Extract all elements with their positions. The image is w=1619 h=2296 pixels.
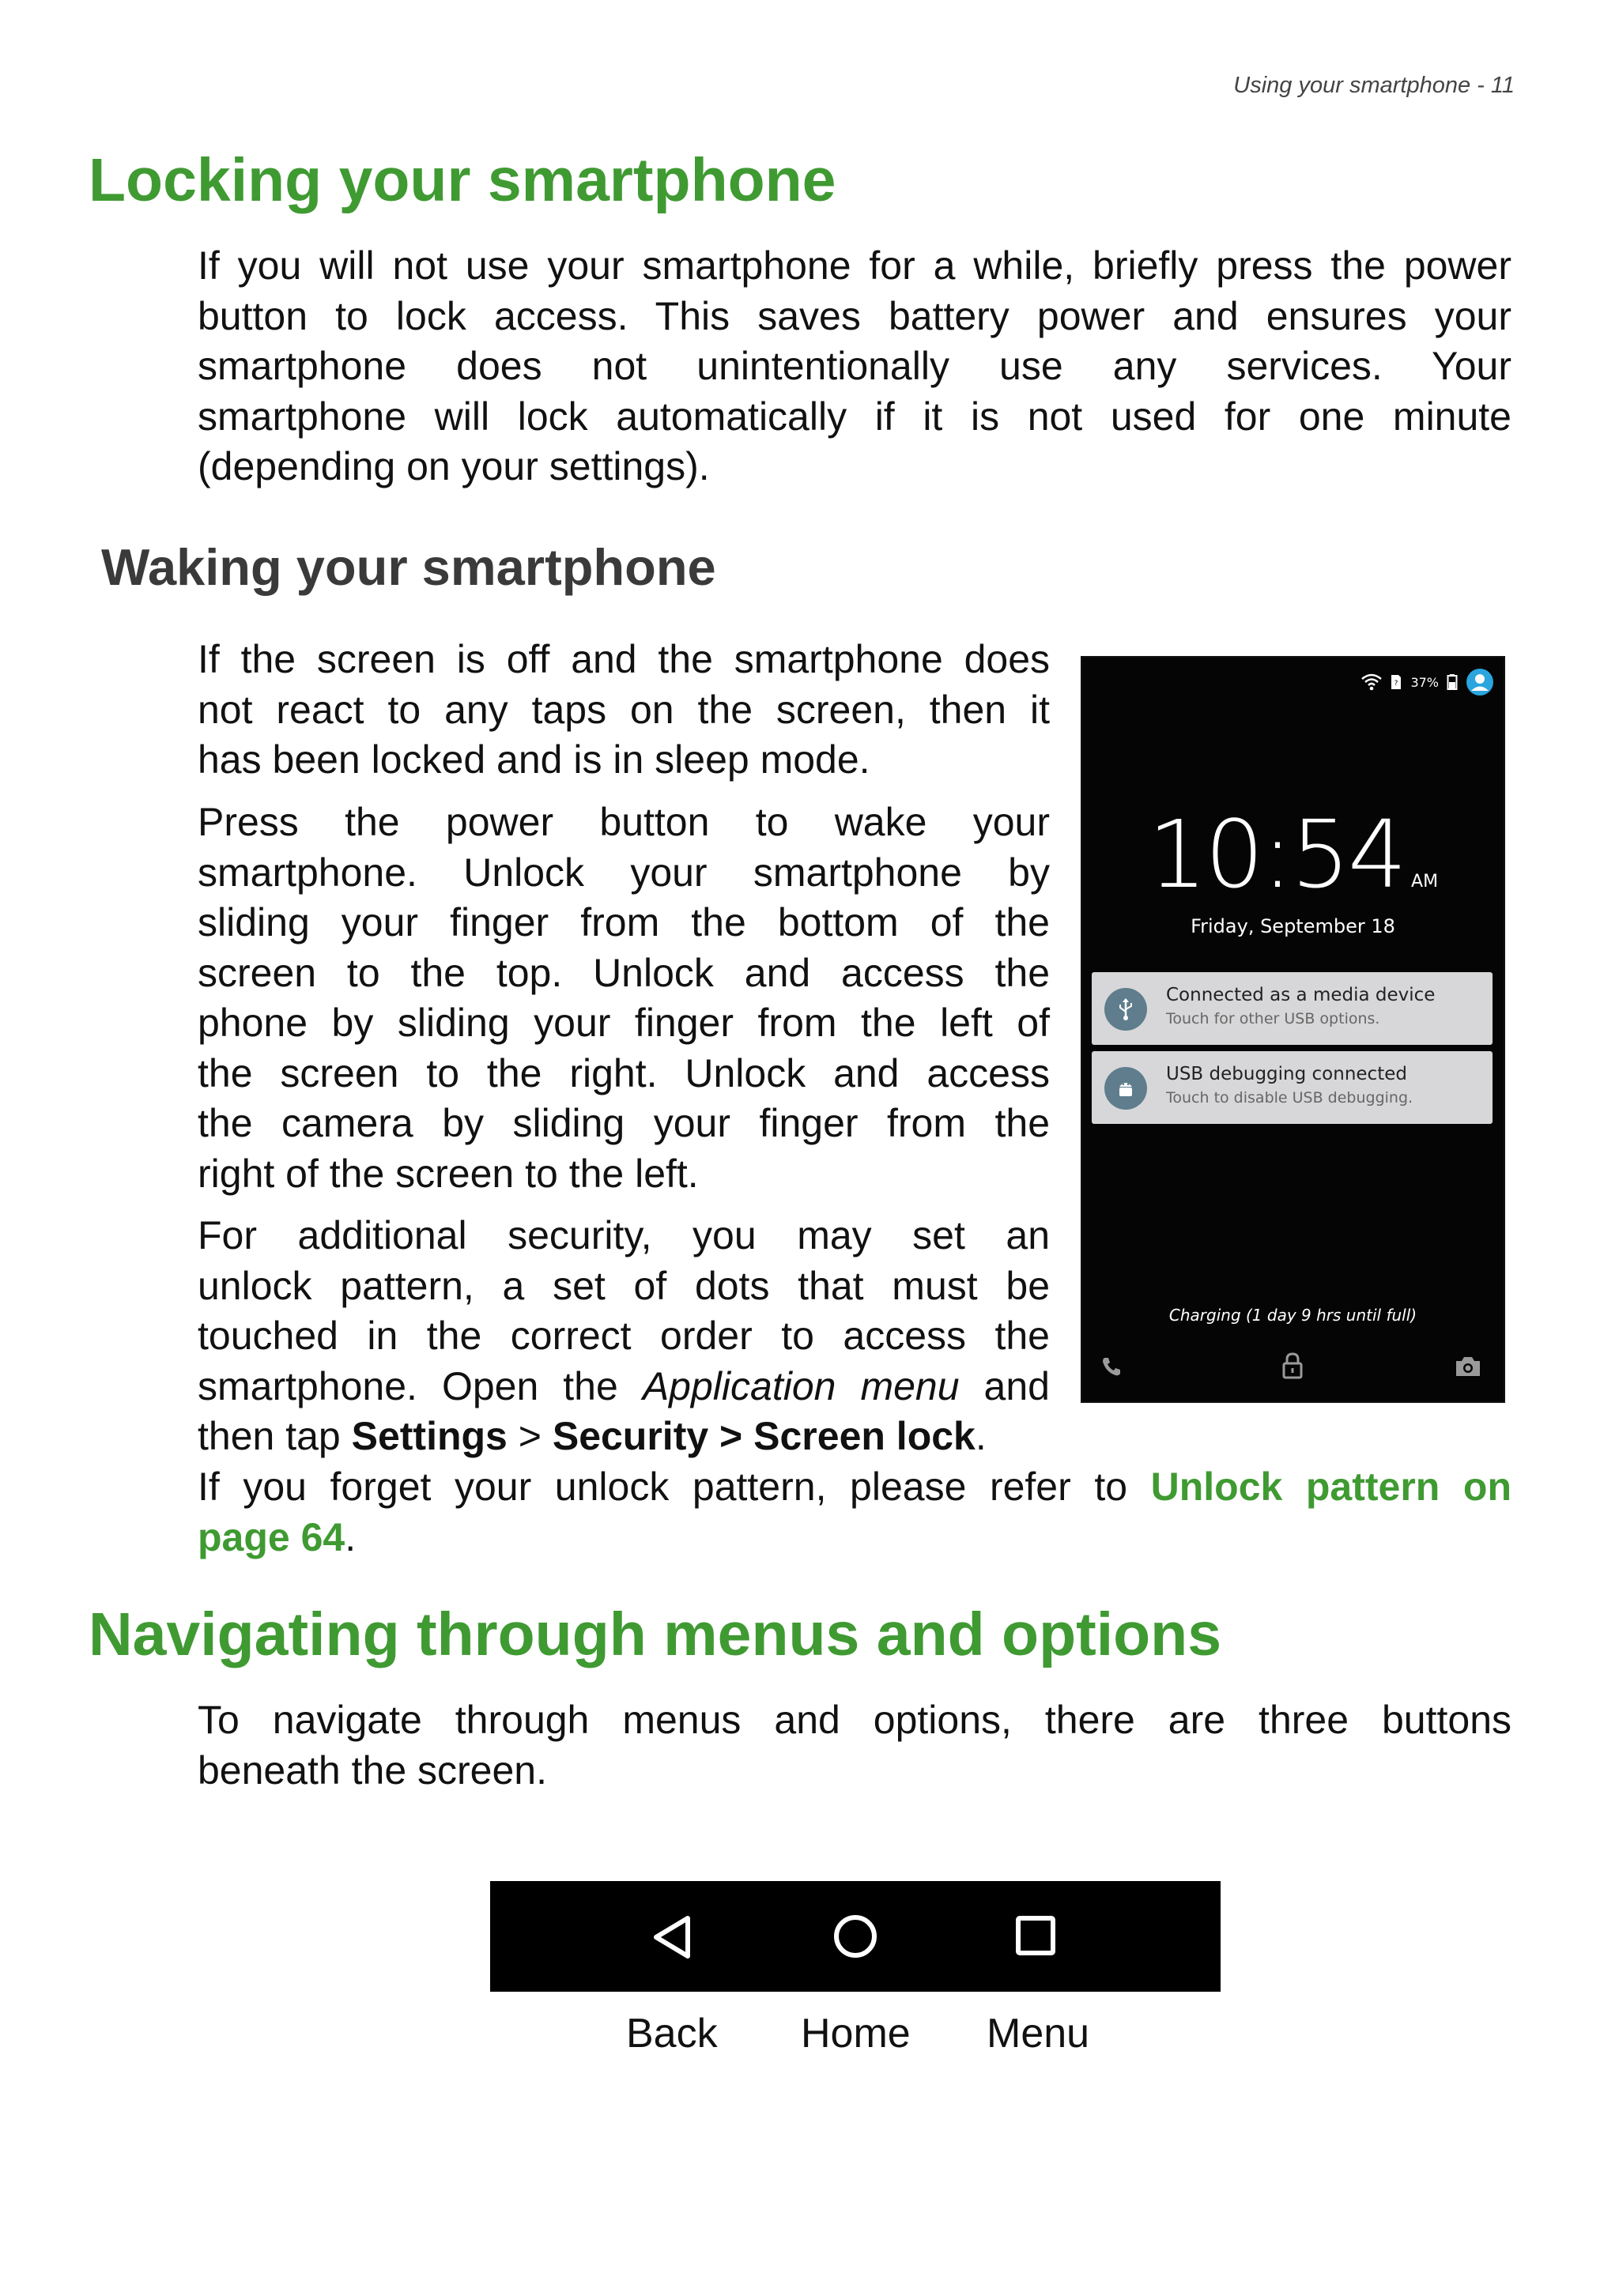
application-menu-term: Application menu xyxy=(642,1363,960,1408)
home-label: Home xyxy=(801,2011,911,2057)
lock-icon[interactable] xyxy=(1280,1352,1305,1380)
text-line: beneath the screen. xyxy=(198,1747,547,1793)
usb-icon xyxy=(1104,988,1147,1031)
section-title-navigating: Navigating through menus and options xyxy=(89,1600,1222,1668)
text-run: then tap xyxy=(198,1414,352,1458)
text-run: and xyxy=(959,1363,1050,1408)
settings-term: Settings xyxy=(351,1414,508,1458)
user-avatar-icon[interactable] xyxy=(1466,668,1494,696)
text-line: phone by sliding your finger from the left of xyxy=(198,1001,1050,1045)
text-line xyxy=(198,1513,1511,1563)
text-line: (depending on your settings). xyxy=(198,444,710,488)
notification-text: Touch to disable USB debugging. xyxy=(1166,1089,1413,1107)
section-title-locking: Locking your smartphone xyxy=(89,146,836,214)
notification-title: USB debugging connected xyxy=(1166,1064,1407,1084)
notification-usb-debugging[interactable] xyxy=(1092,1051,1493,1124)
text-line xyxy=(198,1462,1511,1513)
text-line: the camera by sliding your finger from the xyxy=(198,1101,1050,1145)
android-icon xyxy=(1104,1067,1147,1110)
charging-status: Charging (1 day 9 hrs until full) xyxy=(1168,1306,1417,1325)
text-run: . xyxy=(345,1514,357,1559)
text-run: . xyxy=(975,1414,987,1458)
text-line: smartphone does not unintentionally use any services. Your xyxy=(198,344,1511,388)
notification-media-device[interactable] xyxy=(1092,972,1493,1045)
security-screen-lock-term: Security > Screen lock xyxy=(552,1414,976,1458)
text-run: If you forget your unlock pattern, please refer to xyxy=(198,1465,1151,1509)
text-line xyxy=(198,1412,1050,1462)
notification-text: Touch for other USB options. xyxy=(1166,1010,1380,1027)
unlock-pattern-link-page[interactable]: page 64 xyxy=(198,1514,345,1559)
locking-paragraph xyxy=(198,241,1511,492)
clock-ampm: AM xyxy=(1411,872,1439,892)
home-icon[interactable] xyxy=(832,1913,879,1960)
navigating-paragraph xyxy=(198,1695,1511,1796)
text-line: button to lock access. This saves battery power and ensures your xyxy=(198,293,1511,338)
text-line: the screen to the right. Unlock and access xyxy=(198,1050,1050,1095)
notification-title: Connected as a media device xyxy=(1166,985,1436,1005)
text-run: smartphone. Open the xyxy=(198,1363,643,1408)
menu-label: Menu xyxy=(987,2011,1090,2057)
text-line: smartphone will lock automatically if it is not used for one minute xyxy=(198,394,1511,439)
lock-clock xyxy=(1082,800,1504,909)
back-label: Back xyxy=(626,2011,718,2057)
waking-paragraph-1 xyxy=(198,635,1050,786)
text-line: smartphone. Unlock your smartphone by xyxy=(198,850,1050,895)
back-icon[interactable] xyxy=(651,1914,693,1960)
svg-text:?: ? xyxy=(1394,680,1398,688)
lock-shortcuts xyxy=(1082,1350,1504,1382)
wifi-icon xyxy=(1361,673,1382,691)
waking-paragraph-2 xyxy=(198,797,1050,1199)
text-line: Press the power button to wake your xyxy=(198,800,1050,844)
text-line: If the screen is off and the smartphone does xyxy=(198,637,1050,681)
navigation-bar-illustration xyxy=(490,1881,1221,1992)
menu-icon[interactable] xyxy=(1015,1915,1056,1956)
phone-icon[interactable] xyxy=(1100,1355,1123,1378)
status-bar xyxy=(1361,669,1494,696)
text-line: screen to the top. Unlock and access the xyxy=(198,950,1050,995)
battery-percent: 37% xyxy=(1410,674,1439,690)
text-line: For additional security, you may set an xyxy=(198,1213,1050,1257)
text-line: right of the screen to the left. xyxy=(198,1151,699,1196)
battery-icon xyxy=(1447,673,1458,691)
text-line: has been locked and is in sleep mode. xyxy=(198,737,870,782)
lock-screen-screenshot xyxy=(1081,656,1505,1403)
lock-date: Friday, September 18 xyxy=(1191,915,1395,937)
text-line xyxy=(198,1362,1050,1412)
sim-icon xyxy=(1390,673,1402,691)
text-line: To navigate through menus and options, there are three buttons xyxy=(198,1698,1511,1742)
text-line: touched in the correct order to access the xyxy=(198,1314,1050,1358)
camera-icon[interactable] xyxy=(1454,1355,1482,1378)
section-title-waking: Waking your smartphone xyxy=(101,538,716,596)
unlock-pattern-link[interactable]: Unlock pattern on xyxy=(1150,1465,1511,1509)
clock-time: 10:54 xyxy=(1147,800,1406,909)
waking-paragraph-4 xyxy=(198,1462,1511,1563)
text-line: unlock pattern, a set of dots that must be xyxy=(198,1263,1050,1308)
text-line: If you will not use your smartphone for a while, briefly press the power xyxy=(198,243,1511,288)
text-run: > xyxy=(507,1414,553,1458)
text-line: not react to any taps on the screen, then it xyxy=(198,687,1050,732)
text-line: sliding your finger from the bottom of the xyxy=(198,900,1050,944)
running-head: Using your smartphone - 11 xyxy=(1233,73,1515,98)
waking-paragraph-3 xyxy=(198,1211,1050,1462)
